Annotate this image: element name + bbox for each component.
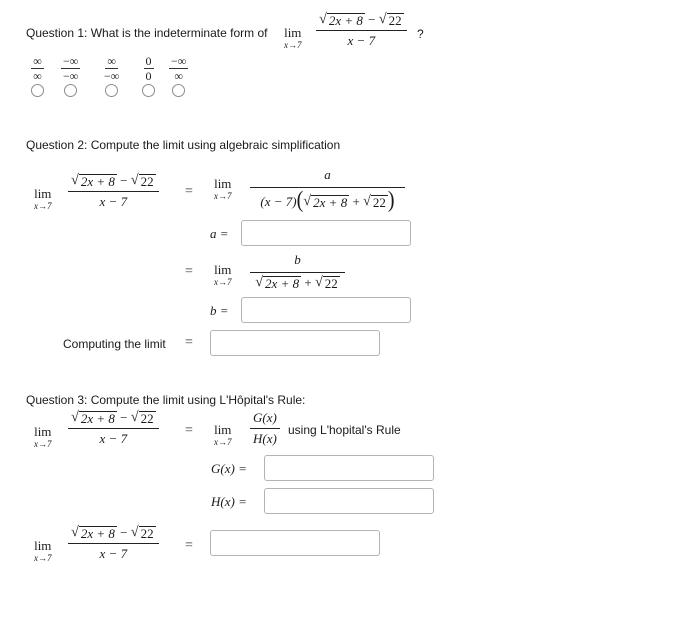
- q2-b-label: b =: [210, 303, 229, 318]
- q3-step-lim: lim x→7: [214, 422, 232, 447]
- q1-option-2: −∞ −∞: [61, 55, 80, 97]
- q2-limit-input[interactable]: [210, 330, 380, 356]
- q1-option-5-radio[interactable]: [172, 84, 185, 97]
- q3-equals-2: =: [185, 538, 193, 553]
- q3-g-input[interactable]: [264, 455, 434, 481]
- q1-option-4: 0 0: [142, 55, 155, 97]
- q1-option-5: −∞ ∞: [169, 55, 188, 97]
- q3-lim: lim x→7: [34, 424, 52, 449]
- q1-option-3: ∞ −∞: [102, 55, 121, 97]
- q1-question-mark: ?: [417, 27, 424, 41]
- q1-option-1-radio[interactable]: [31, 84, 44, 97]
- q1-option-3-radio[interactable]: [105, 84, 118, 97]
- q3-final-expression: √ 2x + 8 − √ 22 x − 7: [68, 525, 159, 562]
- q2-step1-expression: a (x − 7)( √ 2x + 8 + √ 22 ): [250, 167, 405, 210]
- q2-equals-2: =: [185, 264, 193, 279]
- q3-h-label: H(x) =: [211, 494, 247, 509]
- q2-b-input[interactable]: [241, 297, 411, 323]
- q3-expression: √ 2x + 8 − √ 22 x − 7: [68, 410, 159, 447]
- q2-a-label: a =: [210, 226, 229, 241]
- q3-final-lim: lim x→7: [34, 538, 52, 563]
- q3-h-input[interactable]: [264, 488, 434, 514]
- q2-equals-3: =: [185, 335, 193, 350]
- q2-lim: lim x→7: [34, 186, 52, 211]
- q2-a-input[interactable]: [241, 220, 411, 246]
- q3-gh-fraction: $\frac{G(x)}{H(x)}$: [250, 410, 280, 447]
- q1-expression: √ 2x + 8 − √ 22 x − 7: [316, 12, 407, 49]
- q3-final-input[interactable]: [210, 530, 380, 556]
- q1-lim: lim x→7: [284, 25, 302, 50]
- q3-prompt: Question 3: Compute the limit using L'Hôpital's Rule:: [26, 393, 306, 407]
- q3-rule-note: using L'hopital's Rule: [288, 423, 401, 437]
- q2-step1-lim: lim x→7: [214, 176, 232, 201]
- q2-prompt: Question 2: Compute the limit using algebraic simplification: [26, 138, 341, 152]
- q1-option-2-radio[interactable]: [64, 84, 77, 97]
- q2-step2-expression: b √ 2x + 8 + √ 22: [250, 252, 345, 291]
- q2-computing-label: Computing the limit: [63, 337, 166, 351]
- q1-prompt: Question 1: What is the indeterminate form of: [26, 26, 268, 40]
- q2-expression: √ 2x + 8 − √ 22 x − 7: [68, 173, 159, 210]
- q1-option-1: ∞ ∞: [31, 55, 44, 97]
- q3-equals-1: =: [185, 423, 193, 438]
- q2-equals-1: =: [185, 184, 193, 199]
- q2-step2-lim: lim x→7: [214, 262, 232, 287]
- q1-option-4-radio[interactable]: [142, 84, 155, 97]
- q3-g-label: G(x) =: [211, 461, 247, 476]
